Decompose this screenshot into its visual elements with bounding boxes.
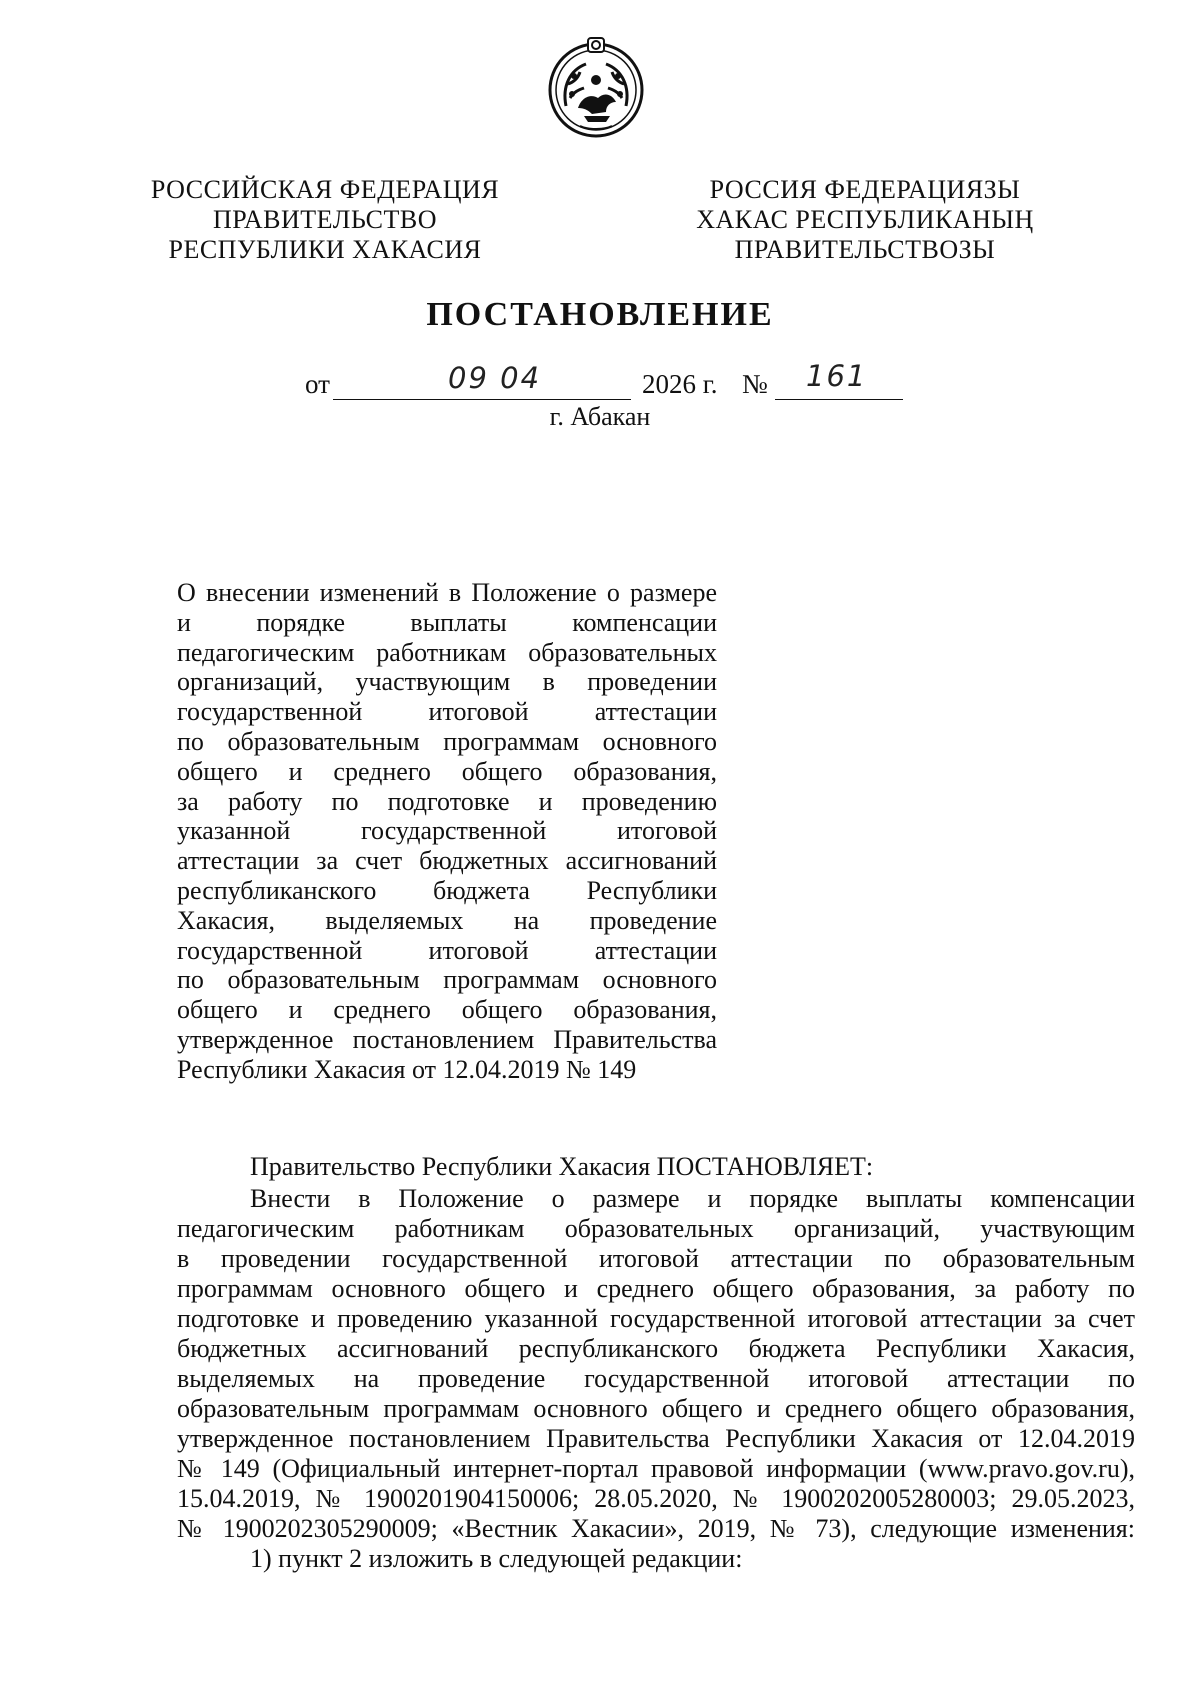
handwritten-date: 09 04 — [448, 361, 542, 395]
body-line: выделяемых на проведение государственной итоговой аттестации по — [177, 1364, 1135, 1393]
city: г. Абакан — [549, 402, 651, 431]
document-year: 2026 г. — [642, 369, 718, 399]
body-line: утвержденное постановлением Правительства Республики Хакасия от 12.04.2019 — [177, 1424, 1135, 1453]
body-text — [177, 1152, 1135, 1574]
number-sign: № — [742, 369, 768, 399]
subject-line: государственной итоговой аттестации — [177, 697, 717, 727]
resolution-intro: Правительство Республики Хакасия ПОСТАНОВЛЯЕТ: — [250, 1152, 874, 1181]
subject-line: аттестации за счет бюджетных ассигнований — [177, 846, 717, 876]
header-right-line: РОССИЯ ФЕДЕРАЦИЯЗЫ — [709, 175, 1021, 204]
header-right-line: ПРАВИТЕЛЬСТВОЗЫ — [734, 235, 996, 264]
header-left — [120, 175, 530, 265]
subject-line: республиканского бюджета Республики — [177, 875, 717, 905]
subject-line: по образовательным программам основного — [177, 726, 717, 756]
body-line: педагогическим работникам образовательных организаций, участвующим — [177, 1214, 1135, 1243]
number-underline — [775, 399, 903, 400]
body-line: 15.04.2019, № 1900201904150006; 28.05.2020, № 1900202005280003; 29.05.2023, — [177, 1484, 1135, 1513]
subject-line: общего и среднего общего образования, — [177, 995, 717, 1025]
subject-line: педагогическим работникам образовательных — [177, 637, 717, 667]
header-right-line: ХАКАС РЕСПУБЛИКАНЫҢ — [696, 205, 1034, 234]
list-item-1: 1) пункт 2 изложить в следующей редакции: — [250, 1544, 743, 1573]
coat-of-arms-icon — [544, 36, 648, 142]
subject-line: общего и среднего общего образования, — [177, 756, 717, 786]
document-title: ПОСТАНОВЛЕНИЕ — [426, 296, 774, 333]
handwritten-number: 161 — [806, 359, 868, 393]
subject-line: Хакасия, выделяемых на проведение — [177, 905, 717, 935]
subject-line: за работу по подготовке и проведению — [177, 786, 717, 816]
subject-line: утвержденное постановлением Правительства — [177, 1024, 717, 1054]
body-line: образовательным программам основного общего и среднего общего образования, — [177, 1394, 1135, 1423]
header-left-line: ПРАВИТЕЛЬСТВО — [213, 205, 437, 234]
body-line: подготовке и проведению указанной государственной итоговой аттестации за счет — [177, 1304, 1135, 1333]
header-right — [660, 175, 1070, 265]
body-line: Внести в Положение о размере и порядке выплаты компенсации — [250, 1184, 1135, 1213]
subject-line: организаций, участвующим в проведении — [177, 667, 717, 697]
date-underline — [333, 399, 631, 400]
header-left-line: РЕСПУБЛИКИ ХАКАСИЯ — [168, 235, 482, 264]
body-line: программам основного общего и среднего общего образования, за работу по — [177, 1274, 1135, 1303]
subject-line: по образовательным программам основного — [177, 965, 717, 995]
subject-block — [177, 578, 717, 1085]
date-number-line — [0, 359, 1200, 405]
subject-line: и порядке выплаты компенсации — [177, 607, 717, 637]
body-line: в проведении государственной итоговой аттестации по образовательным — [177, 1244, 1135, 1273]
subject-line: государственной итоговой аттестации — [177, 935, 717, 965]
date-prefix: от — [305, 369, 330, 399]
subject-line: указанной государственной итоговой — [177, 816, 717, 846]
body-line: № 1900202305290009; «Вестник Хакасии», 2019, № 73), следующие изменения: — [177, 1514, 1135, 1543]
body-line: № 149 (Официальный интернет-портал правовой информации (www.pravo.gov.ru), — [177, 1454, 1135, 1483]
subject-line: Республики Хакасия от 12.04.2019 № 149 — [177, 1054, 637, 1084]
header-left-line: РОССИЙСКАЯ ФЕДЕРАЦИЯ — [150, 175, 500, 204]
body-line: бюджетных ассигнований республиканского бюджета Республики Хакасия, — [177, 1334, 1135, 1363]
subject-line: О внесении изменений в Положение о размере — [177, 578, 717, 607]
